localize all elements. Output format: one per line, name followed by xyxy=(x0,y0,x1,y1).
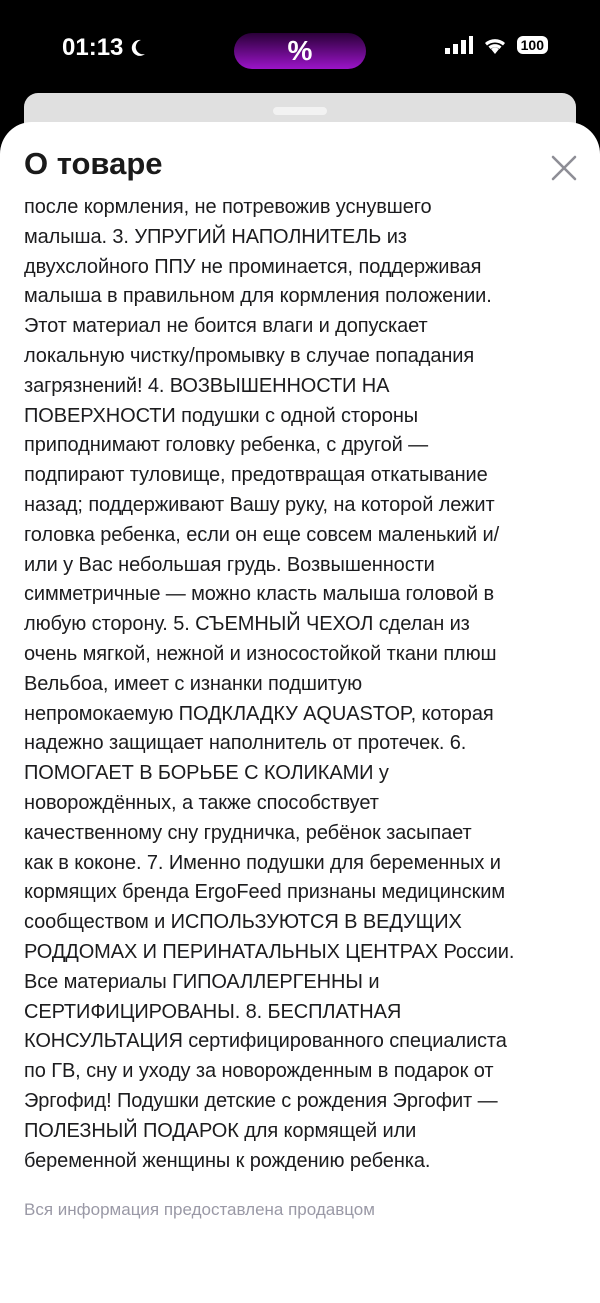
description-line: двухслойного ППУ не проминается, поддерживая xyxy=(24,255,482,278)
description-line: ПОЛЕЗНЫЙ ПОДАРОК для кормящей или xyxy=(24,1119,417,1142)
moon-icon xyxy=(129,38,147,58)
description-line: или у Вас небольшая грудь. Возвышенности xyxy=(24,553,435,576)
status-icons xyxy=(445,36,548,54)
description-line: загрязнений! 4. ВОЗВЫШЕННОСТИ НА xyxy=(24,374,390,397)
description-line: новорождённых, а также способствует xyxy=(24,791,379,814)
description-line: симметричные — можно класть малыша головой в xyxy=(24,583,494,606)
description-line: малыша. 3. УПРУГИЙ НАПОЛНИТЕЛЬ из xyxy=(24,225,407,248)
description-line: ПОМОГАЕТ В БОРЬБЕ С КОЛИКАМИ у xyxy=(24,762,389,785)
sheet-title: О товаре xyxy=(24,146,163,181)
drag-handle[interactable] xyxy=(273,107,327,115)
battery-icon: 100 xyxy=(517,36,548,54)
description-line: РОДДОМАХ И ПЕРИНАТАЛЬНЫХ ЦЕНТРАХ России. xyxy=(24,940,515,963)
description-line: СЕРТИФИЦИРОВАНЫ. 8. БЕСПЛАТНАЯ xyxy=(24,1000,402,1023)
signal-icon xyxy=(445,36,473,54)
description-line: как в коконе. 7. Именно подушки для беременных и xyxy=(24,851,501,874)
description-line: кормящих бренда ErgoFeed признаны медицинским xyxy=(24,881,506,904)
description-line: приподнимают головку ребенка, с другой — xyxy=(24,434,429,457)
description-line: КОНСУЛЬТАЦИЯ сертифицированного специалиста xyxy=(24,1030,507,1053)
description-line: локальную чистку/промывку в случае попадания xyxy=(24,344,475,367)
description-line: надежно защищает наполнитель от протечек. 6. xyxy=(24,732,467,755)
description-line: Эргофид! Подушки детские с рождения Эргофит — xyxy=(24,1089,498,1112)
time-text: 01:13 xyxy=(62,34,124,61)
description-line: ПОВЕРХНОСТИ подушки с одной стороны xyxy=(24,404,419,427)
description-line: головка ребенка, если он еще совсем маленький и/ xyxy=(24,523,500,546)
description-line: непромокаемую ПОДКЛАДКУ AQUASTOP, которая xyxy=(24,702,494,725)
seller-disclaimer: Вся информация предоставлена продавцом xyxy=(24,1200,375,1219)
description-line: очень мягкой, нежной и износостойкой ткани плюш xyxy=(24,642,497,665)
wifi-icon xyxy=(483,36,507,54)
promo-pill[interactable]: % xyxy=(234,33,366,69)
description-line: Этот материал не боится влаги и допускает xyxy=(24,315,428,338)
description-line: беременной женщины к рождению ребенка. xyxy=(24,1149,431,1172)
description-line: назад; поддерживают Вашу руку, на которой лежит xyxy=(24,493,495,516)
description-line: по ГВ, сну и уходу за новорожденным в подарок от xyxy=(24,1060,494,1083)
product-description xyxy=(24,193,514,1176)
status-bar xyxy=(0,0,600,90)
description-line: малыша в правильном для кормления положении. xyxy=(24,285,492,308)
description-line: подпирают туловище, предотвращая откатывание xyxy=(24,464,488,487)
description-line: Вельбоа, имеет с изнанки подшитую xyxy=(24,672,362,695)
product-info-sheet xyxy=(0,122,600,1303)
close-icon[interactable] xyxy=(550,154,578,182)
description-line: после кормления, не потревожив уснувшего xyxy=(24,196,432,218)
clock xyxy=(62,34,147,62)
description-line: сообществом и ИСПОЛЬЗУЮТСЯ В ВЕДУЩИХ xyxy=(24,911,462,934)
description-line: любую сторону. 5. СЪЕМНЫЙ ЧЕХОЛ сделан из xyxy=(24,613,470,636)
description-line: Все материалы ГИПОАЛЛЕРГЕННЫ и xyxy=(24,970,380,993)
description-line: качественному сну грудничка, ребёнок засыпает xyxy=(24,821,472,844)
